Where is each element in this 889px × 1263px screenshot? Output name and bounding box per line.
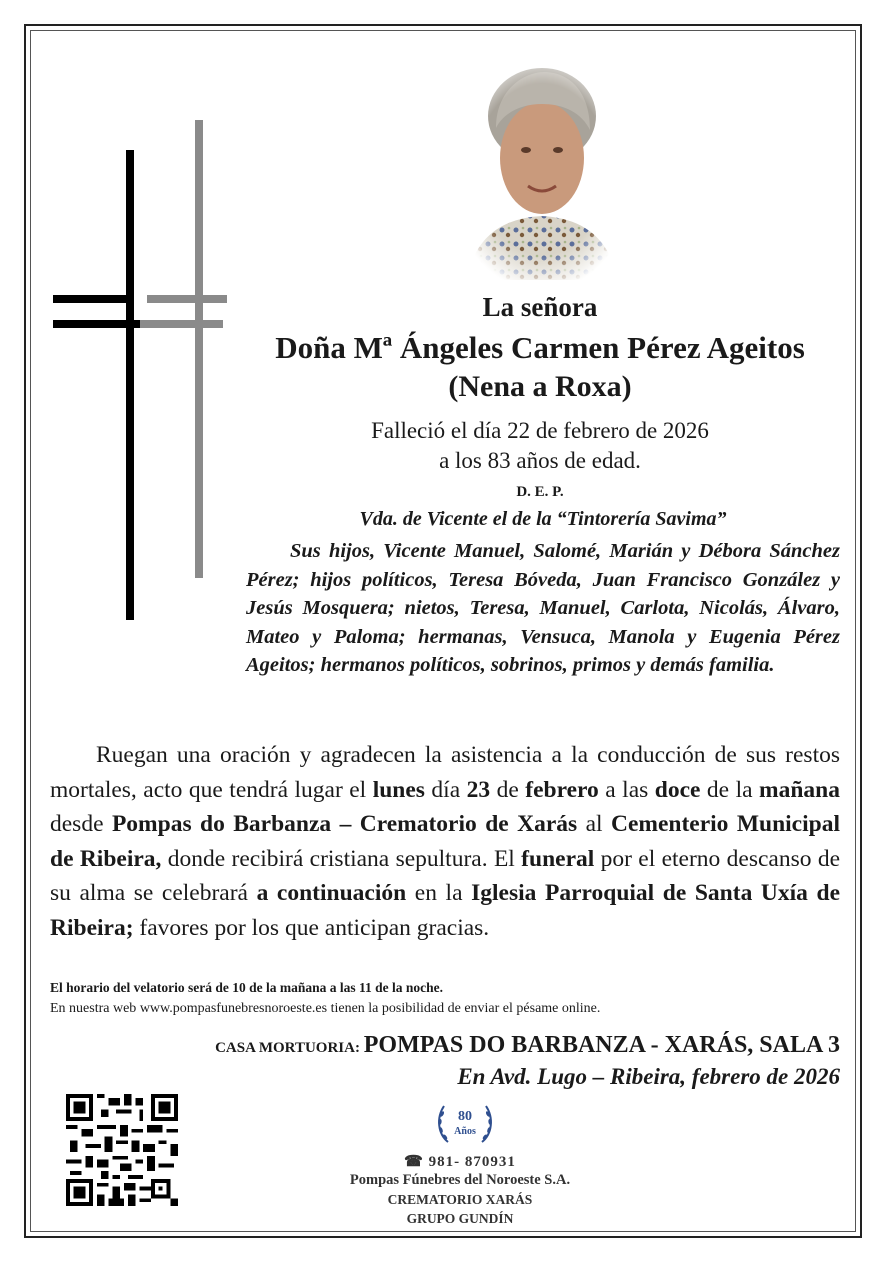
- funeral-home-label: CASA MORTUORIA:: [215, 1040, 364, 1056]
- wake-hours: El horario del velatorio será de 10 de la mañana a las 11 de la noche.: [50, 980, 443, 995]
- portrait-photo: [456, 58, 628, 280]
- crematorio-name: CREMATORIO XARÁS: [387, 1192, 533, 1207]
- body-text-3: de: [490, 776, 526, 803]
- body-when: a continuación: [256, 880, 407, 906]
- body-cemetery: Cementerio Municipal de Ribeira,: [50, 811, 840, 872]
- web-note: [50, 1001, 850, 1017]
- deceased-name: Doña Mª Ángeles Carmen Pérez Ageitos: [275, 330, 805, 365]
- company-name: Pompas Fúnebres del Noroeste S.A.: [349, 1172, 571, 1188]
- place-date: En Avd. Lugo – Ribeira, febrero de 2026: [457, 1064, 840, 1089]
- web-prefix: En nuestra web: [50, 1001, 140, 1016]
- death-info: [230, 416, 850, 476]
- body-hour: doce: [654, 776, 701, 803]
- web-suffix: tienen la posibilidad de enviar el pésame online.: [327, 1001, 601, 1016]
- cross-vertical-black: [126, 150, 134, 620]
- cross-icon: [50, 120, 230, 630]
- honorific: La señora: [482, 292, 598, 322]
- logo-word: Años: [454, 1126, 476, 1137]
- body-text-10: en la: [406, 880, 472, 906]
- body-text-2: día: [424, 776, 467, 803]
- death-date: Falleció el día 22 de febrero de 2026: [371, 418, 709, 443]
- body-text-9: por el eterno descanso de su alma se celebrará: [50, 845, 840, 906]
- body-text-4: a las: [598, 776, 655, 803]
- phone-number: ☎ 981- 870931: [404, 1154, 516, 1170]
- body-text-8: donde recibirá cristiana sepultura. El: [161, 845, 522, 872]
- body-date: 23: [466, 776, 491, 803]
- cross-horizontal-gray-top: [147, 295, 227, 303]
- funeral-details: [50, 738, 840, 945]
- body-church: Iglesia Parroquial de Santa Uxía de Ribeira;: [50, 880, 841, 941]
- body-text-6: desde: [50, 811, 112, 837]
- body-origin: Pompas do Barbanza – Crematorio de Xarás: [111, 811, 578, 837]
- cross-horizontal-black-bottom: [53, 320, 141, 328]
- cross-horizontal-gray-bottom: [140, 320, 223, 328]
- body-text-1: Ruegan una oración y agradecen la asistencia a la conducción de sus restos mortales, acto que tendrá lugar el: [50, 742, 840, 803]
- dep-label: D. E. P.: [516, 484, 564, 500]
- website-link[interactable]: www.pompasfunebresnoroeste.es: [139, 1001, 328, 1016]
- funeral-home: [50, 1032, 840, 1059]
- funeral-home-value: POMPAS DO BARBANZA - XARÁS, SALA 3: [363, 1032, 840, 1058]
- family-list: Sus hijos, Vicente Manuel, Salomé, Marián y Débora Sánchez Pérez; hijos políticos, Teresa Bóveda, Juan Francisco González y Jesús Mosquera; nietos, Teresa, Manuel, Carlota, Nicolás, Álvaro, Mateo y Paloma; hermanas, Vensuca, Manola y Eugenia Pérez Ageitos; hermanos políticos, sobrinos, primos y demás familia.: [246, 540, 840, 676]
- anniversary-logo: [434, 1094, 496, 1152]
- body-text-11: favores por los que anticipan gracias.: [133, 914, 490, 941]
- cross-vertical-gray: [195, 120, 203, 578]
- body-text-7: al: [577, 811, 611, 837]
- cross-horizontal-black-top: [53, 295, 133, 303]
- body-month: febrero: [525, 776, 599, 803]
- qr-code-icon[interactable]: [66, 1094, 178, 1206]
- deceased-nickname: (Nena a Roxa): [448, 370, 632, 403]
- body-day: lunes: [372, 776, 425, 803]
- death-age: a los 83 años de edad.: [439, 448, 641, 473]
- body-period: mañana: [759, 776, 840, 803]
- widow-line: Vda. de Vicente el de la “Tintorería Savima”: [359, 508, 727, 530]
- body-text-5: de la: [700, 776, 760, 803]
- body-funeral: funeral: [521, 845, 595, 872]
- logo-number: 80: [458, 1109, 472, 1124]
- group-name: GRUPO GUNDÍN: [406, 1211, 514, 1226]
